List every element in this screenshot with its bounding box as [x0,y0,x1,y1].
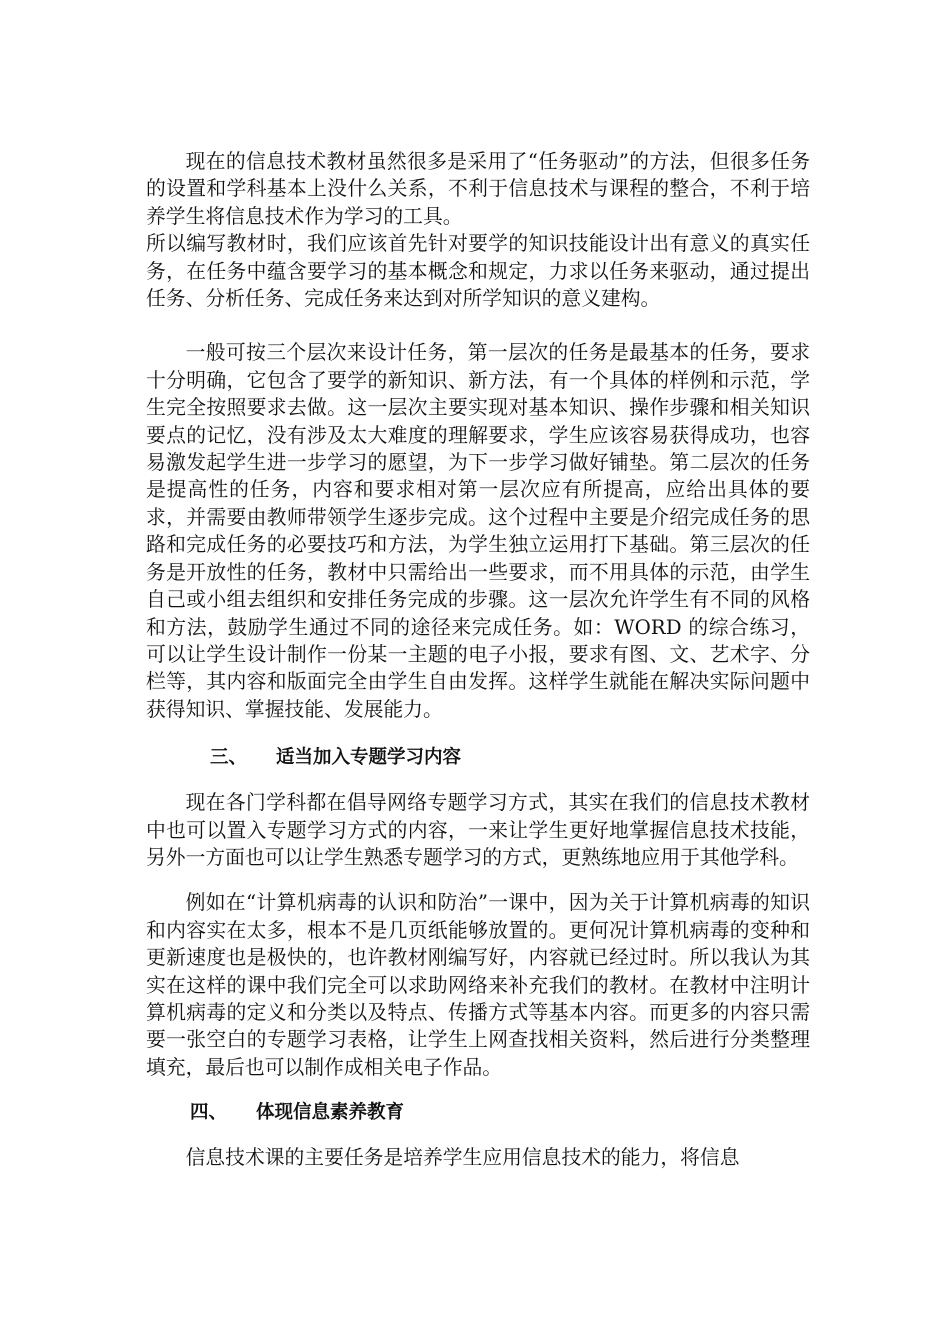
paragraph-task-driven: 现在的信息技术教材虽然很多是采用了“任务驱动”的方法，但很多任务的设置和学科基本上没什么关系，不利于信息技术与课程的整合，不利于培养学生将信息技术作为学习的工具。 [146,150,810,228]
paragraph-virus-example: 例如在“计算机病毒的认识和防治”一课中，因为关于计算机病毒的知识和内容实在太多，根本不是几页纸能够放置的。更何况计算机病毒的变种和更新速度也是极快的，也许教材刚编写好，内容就已经过时。所以我认为其实在这样的课中我们完全可以求助网络来补充我们的教材。在教材中注明计算机病毒的定义和分类以及特点、传播方式等基本内容。而更多的内容只需要一张空白的专题学习表格，让学生上网查找相关资料，然后进行分类整理填充，最后也可以制作成相关电子作品。 [146,891,810,1079]
paragraph-spacer [146,723,810,744]
paragraph-spacer [146,871,810,889]
section-heading-3 [146,744,810,771]
section-title: 体现信息素养教育 [256,1102,405,1124]
paragraph-info-literacy: 信息技术课的主要任务是培养学生应用信息技术的能力，将信息 [185,1146,740,1170]
paragraph-spacer [146,312,810,339]
paragraph-topic-learning: 现在各门学科都在倡导网络专题学习方式，其实在我们的信息技术教材中也可以置入专题学习方式的内容，一来让学生更好地掌握信息技术技能，另外一方面也可以让学生熟悉专题学习的方式，更熟练地应用于其他学科。 [146,791,810,869]
paragraph-spacer [146,1126,810,1144]
paragraph-spacer [146,771,810,789]
paragraph-spacer [146,1081,810,1099]
section-number: 三、 [210,747,248,769]
section-number: 四、 [190,1102,228,1124]
section-heading-4 [146,1099,810,1126]
document-body [146,148,810,1172]
paragraph-meaningful-tasks: 所以编写教材时，我们应该首先针对要学的知识技能设计出有意义的真实任务，在任务中蕴含要学习的基本概念和规定，力求以任务来驱动，通过提出任务、分析任务、完成任务来达到对所学知识的意义建构。 [146,232,810,311]
paragraph-three-levels: 一般可按三个层次来设计任务，第一层次的任务是最基本的任务，要求十分明确，它包含了要学的新知识、新方法，有一个具体的样例和示范，学生完全按照要求去做。这一层次主要实现对基本知识、操作步骤和相关知识要点的记忆，没有涉及太大难度的理解要求，学生应该容易获得成功，也容易激发起学生进一步学习的愿望，为下一步学习做好铺垫。第二层次的任务是提高性的任务，内容和要求相对第一层次应有所提高，应给出具体的要求，并需要由教师带领学生逐步完成。这个过程中主要是介绍完成任务的思路和完成任务的必要技巧和方法，为学生独立运用打下基础。第三层次的任务是开放性的任务，教材中只需给出一些要求，而不用具体的示范，由学生自己或小组去组织和安排任务完成的步骤。这一层次允许学生有不同的风格和方法，鼓励学生通过不同的途径来完成任务。如：WORD 的综合练习，可以让学生设计制作一份某一主题的电子小报，要求有图、文、艺术字、分栏等，其内容和版面完全由学生自由发挥。这样学生就能在解决实际问题中获得知识、掌握技能、发展能力。 [146,341,810,721]
section-title: 适当加入专题学习内容 [276,747,462,769]
